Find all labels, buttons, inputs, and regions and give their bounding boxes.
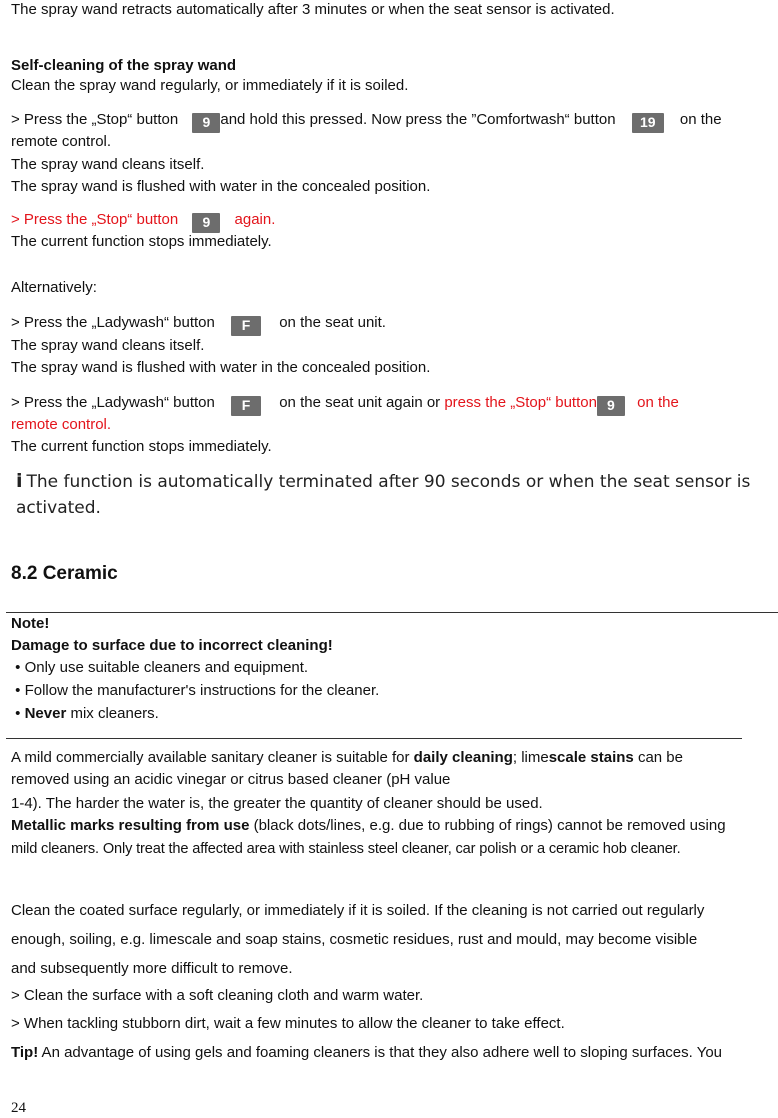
note-subtitle: Damage to surface due to incorrect cleaning!	[11, 637, 333, 654]
section-heading-self-cleaning: Self-cleaning of the spray wand	[11, 57, 237, 74]
divider	[6, 612, 778, 613]
alternatively-label: Alternatively:	[11, 279, 97, 296]
instruction-step: > Press the „Ladywash“ button F on the seat unit again or press the „Stop“ button 9 on the	[11, 393, 679, 416]
paragraph: Metallic marks resulting from use (black dots/lines, e.g. due to rubbing of rings) cannot be removed using	[11, 817, 726, 834]
info-icon: i	[16, 470, 23, 492]
stop-key-icon: 9	[597, 396, 625, 416]
instruction-step: > When tackling stubborn dirt, wait a few minutes to allow the cleaner to take effect.	[11, 1015, 565, 1032]
page-number: 24	[11, 1100, 26, 1116]
stop-key-icon: 9	[192, 213, 220, 233]
instruction-step: > Press the „Ladywash“ button F on the seat unit.	[11, 313, 386, 336]
note-title: Note!	[11, 615, 50, 632]
section-heading-ceramic: 8.2 Ceramic	[11, 563, 118, 584]
list-item: • Follow the manufacturer's instructions for the cleaner.	[11, 682, 380, 699]
instruction-step-red: > Press the „Stop“ button 9 again.	[11, 210, 275, 233]
instruction-step: > Press the „Stop“ button 9 and hold this pressed. Now press the ”Comfortwash“ button 19 on the	[11, 110, 722, 133]
ladywash-key-icon: F	[231, 396, 261, 416]
list-item: • Only use suitable cleaners and equipment.	[11, 659, 309, 676]
paragraph: A mild commercially available sanitary cleaner is suitable for daily cleaning; limescale stains can be	[11, 749, 683, 766]
bullet-icon: •	[11, 659, 25, 676]
divider	[6, 738, 742, 739]
tip: Tip! An advantage of using gels and foaming cleaners is that they also adhere well to sloping surfaces. You	[11, 1044, 723, 1061]
info-note: i The function is automatically terminated after 90 seconds or when the seat sensor is activated.	[16, 470, 751, 518]
retract-text: The spray wand retracts automatically after 3 minutes or when the seat sensor is activated.	[11, 1, 615, 18]
list-item: • Never mix cleaners.	[11, 705, 159, 722]
bullet-icon: •	[11, 682, 25, 699]
stop-key-icon: 9	[192, 113, 220, 133]
instruction-step: > Clean the surface with a soft cleaning cloth and warm water.	[11, 987, 424, 1004]
comfortwash-key-icon: 19	[632, 113, 664, 133]
paragraph: Clean the spray wand regularly, or immediately if it is soiled.	[11, 77, 409, 94]
paragraph: Clean the coated surface regularly, or immediately if it is soiled. If the cleaning is not carried out regularly	[11, 902, 705, 919]
ladywash-key-icon: F	[231, 316, 261, 336]
bullet-icon: •	[11, 705, 25, 722]
